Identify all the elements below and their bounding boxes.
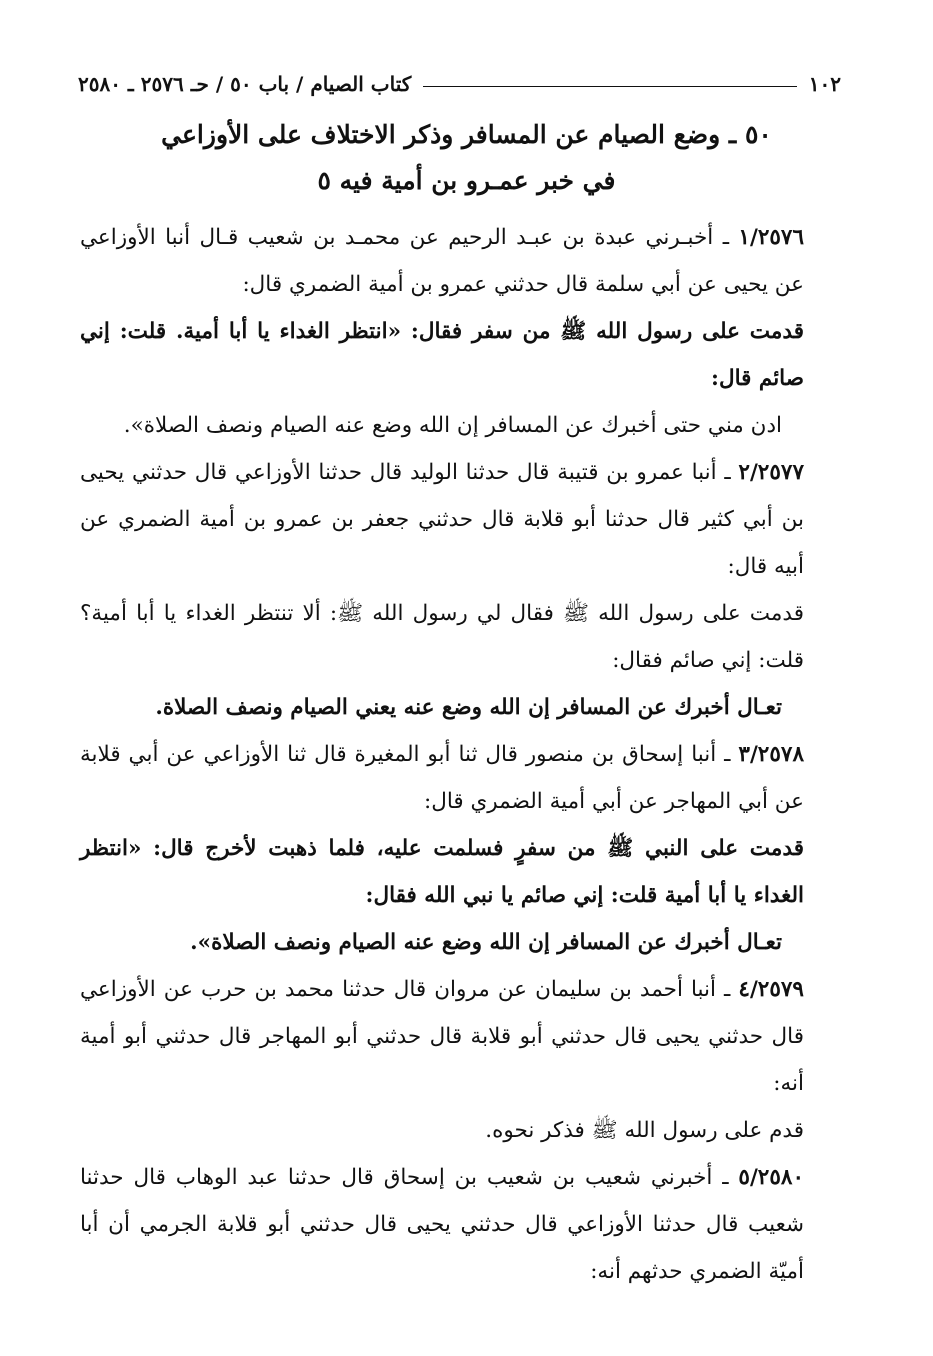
hadith-narration: قدمت على النبي ﷺ من سفرٍ فسلمت عليه، فلما ذهبت لأخرج قال: «انتظر الغداء يا أبا أمية قلت: إني صائم يا نبي الله فقال: bbox=[80, 836, 804, 908]
hadith-saying: تعـال أخبرك عن المسافر إن الله وضع عنه الصيام ونصف الصلاة». bbox=[190, 930, 782, 955]
hadith-number: ٣/٢٥٧٨ bbox=[738, 742, 804, 767]
hadith-narration: قدمت على رسول الله ﷺ فقال لي رسول الله ﷺ: ألا تنتظر الغداء يا أبا أمية؟ قلت: إني صائم فقال: bbox=[80, 601, 804, 673]
hadith-isnad bbox=[80, 449, 838, 590]
hadith-isnad bbox=[80, 966, 838, 1107]
hadith-number: ١/٢٥٧٦ bbox=[738, 225, 805, 250]
chapter-title-line-2: في خبر عمـرو بن أمية فيه ٥ bbox=[317, 166, 616, 195]
isnad-text: ـ أخبرني شعيب بن شعيب بن إسحاق قال حدثنا عبد الوهاب قال حدثنا شعيب قال حدثنا الأوزاعي قال حدثني يحيى قال حدثني أبو قلابة الجرمي أن أبا أميّة الضمري حدثهم أنه: bbox=[80, 1165, 804, 1284]
hadith-saying: ادن مني حتى أخبرك عن المسافر إن الله وضع عنه الصيام ونصف الصلاة». bbox=[123, 413, 782, 438]
page-number: ١٠٢ bbox=[808, 72, 841, 96]
running-header bbox=[78, 62, 841, 96]
chapter-title-line-1: ٥٠ ـ وضع الصيام عن المسافر وذكر الاختلاف على الأوزاعي bbox=[161, 120, 772, 149]
page-body bbox=[80, 214, 838, 1295]
isnad-text: ـ أنبا عمرو بن قتيبة قال حدثنا الوليد قال حدثنا الأوزاعي قال حدثني يحيى بن أبي كثير قال حدثنا أبو قلابة قال حدثني جعفر بن عمرو بن أمية الضمري عن أبيه قال: bbox=[80, 460, 804, 579]
hadith-narration: قدمت على رسول الله ﷺ من سفر فقال: «انتظر الغداء يا أبا أمية. قلت: إني صائم قال: bbox=[80, 319, 804, 391]
hadith-narration: قدم على رسول الله ﷺ فذكر نحوه. bbox=[485, 1118, 804, 1143]
hadith-isnad bbox=[80, 731, 838, 825]
running-title: كتاب الصيام / باب ٥٠ / حـ ٢٥٧٦ ـ ٢٥٨٠ bbox=[78, 72, 412, 96]
hadith-isnad bbox=[80, 1154, 838, 1295]
hadith-number: ٥/٢٥٨٠ bbox=[738, 1165, 804, 1190]
hadith-number: ٤/٢٥٧٩ bbox=[738, 977, 804, 1002]
isnad-text: ـ أخبـرني عبدة بن عبـد الرحيم عن محمـد بن شعيب قـال أنبا الأوزاعي عن يحيى عن أبي سلمة قال حدثني عمرو بن أمية الضمري قال: bbox=[80, 225, 804, 297]
hadith-saying: تعـال أخبرك عن المسافر إن الله وضع عنه يعني الصيام ونصف الصلاة. bbox=[155, 695, 782, 720]
chapter-heading bbox=[90, 112, 843, 204]
isnad-text: ـ أنبا أحمد بن سليمان عن مروان قال حدثنا محمد بن حرب عن الأوزاعي قال حدثني يحيى قال حدثني أبو قلابة قال حدثني أبو المهاجر قال حدثني أبو أمية أنه: bbox=[80, 977, 804, 1096]
hadith-number: ٢/٢٥٧٧ bbox=[738, 460, 804, 485]
isnad-text: ـ أنبا إسحاق بن منصور قال ثنا أبو المغيرة قال ثنا الأوزاعي عن أبي قلابة عن أبي المهاجر عن أبي أمية الضمري قال: bbox=[80, 742, 804, 814]
header-rule bbox=[423, 86, 796, 87]
hadith-isnad bbox=[80, 214, 838, 308]
